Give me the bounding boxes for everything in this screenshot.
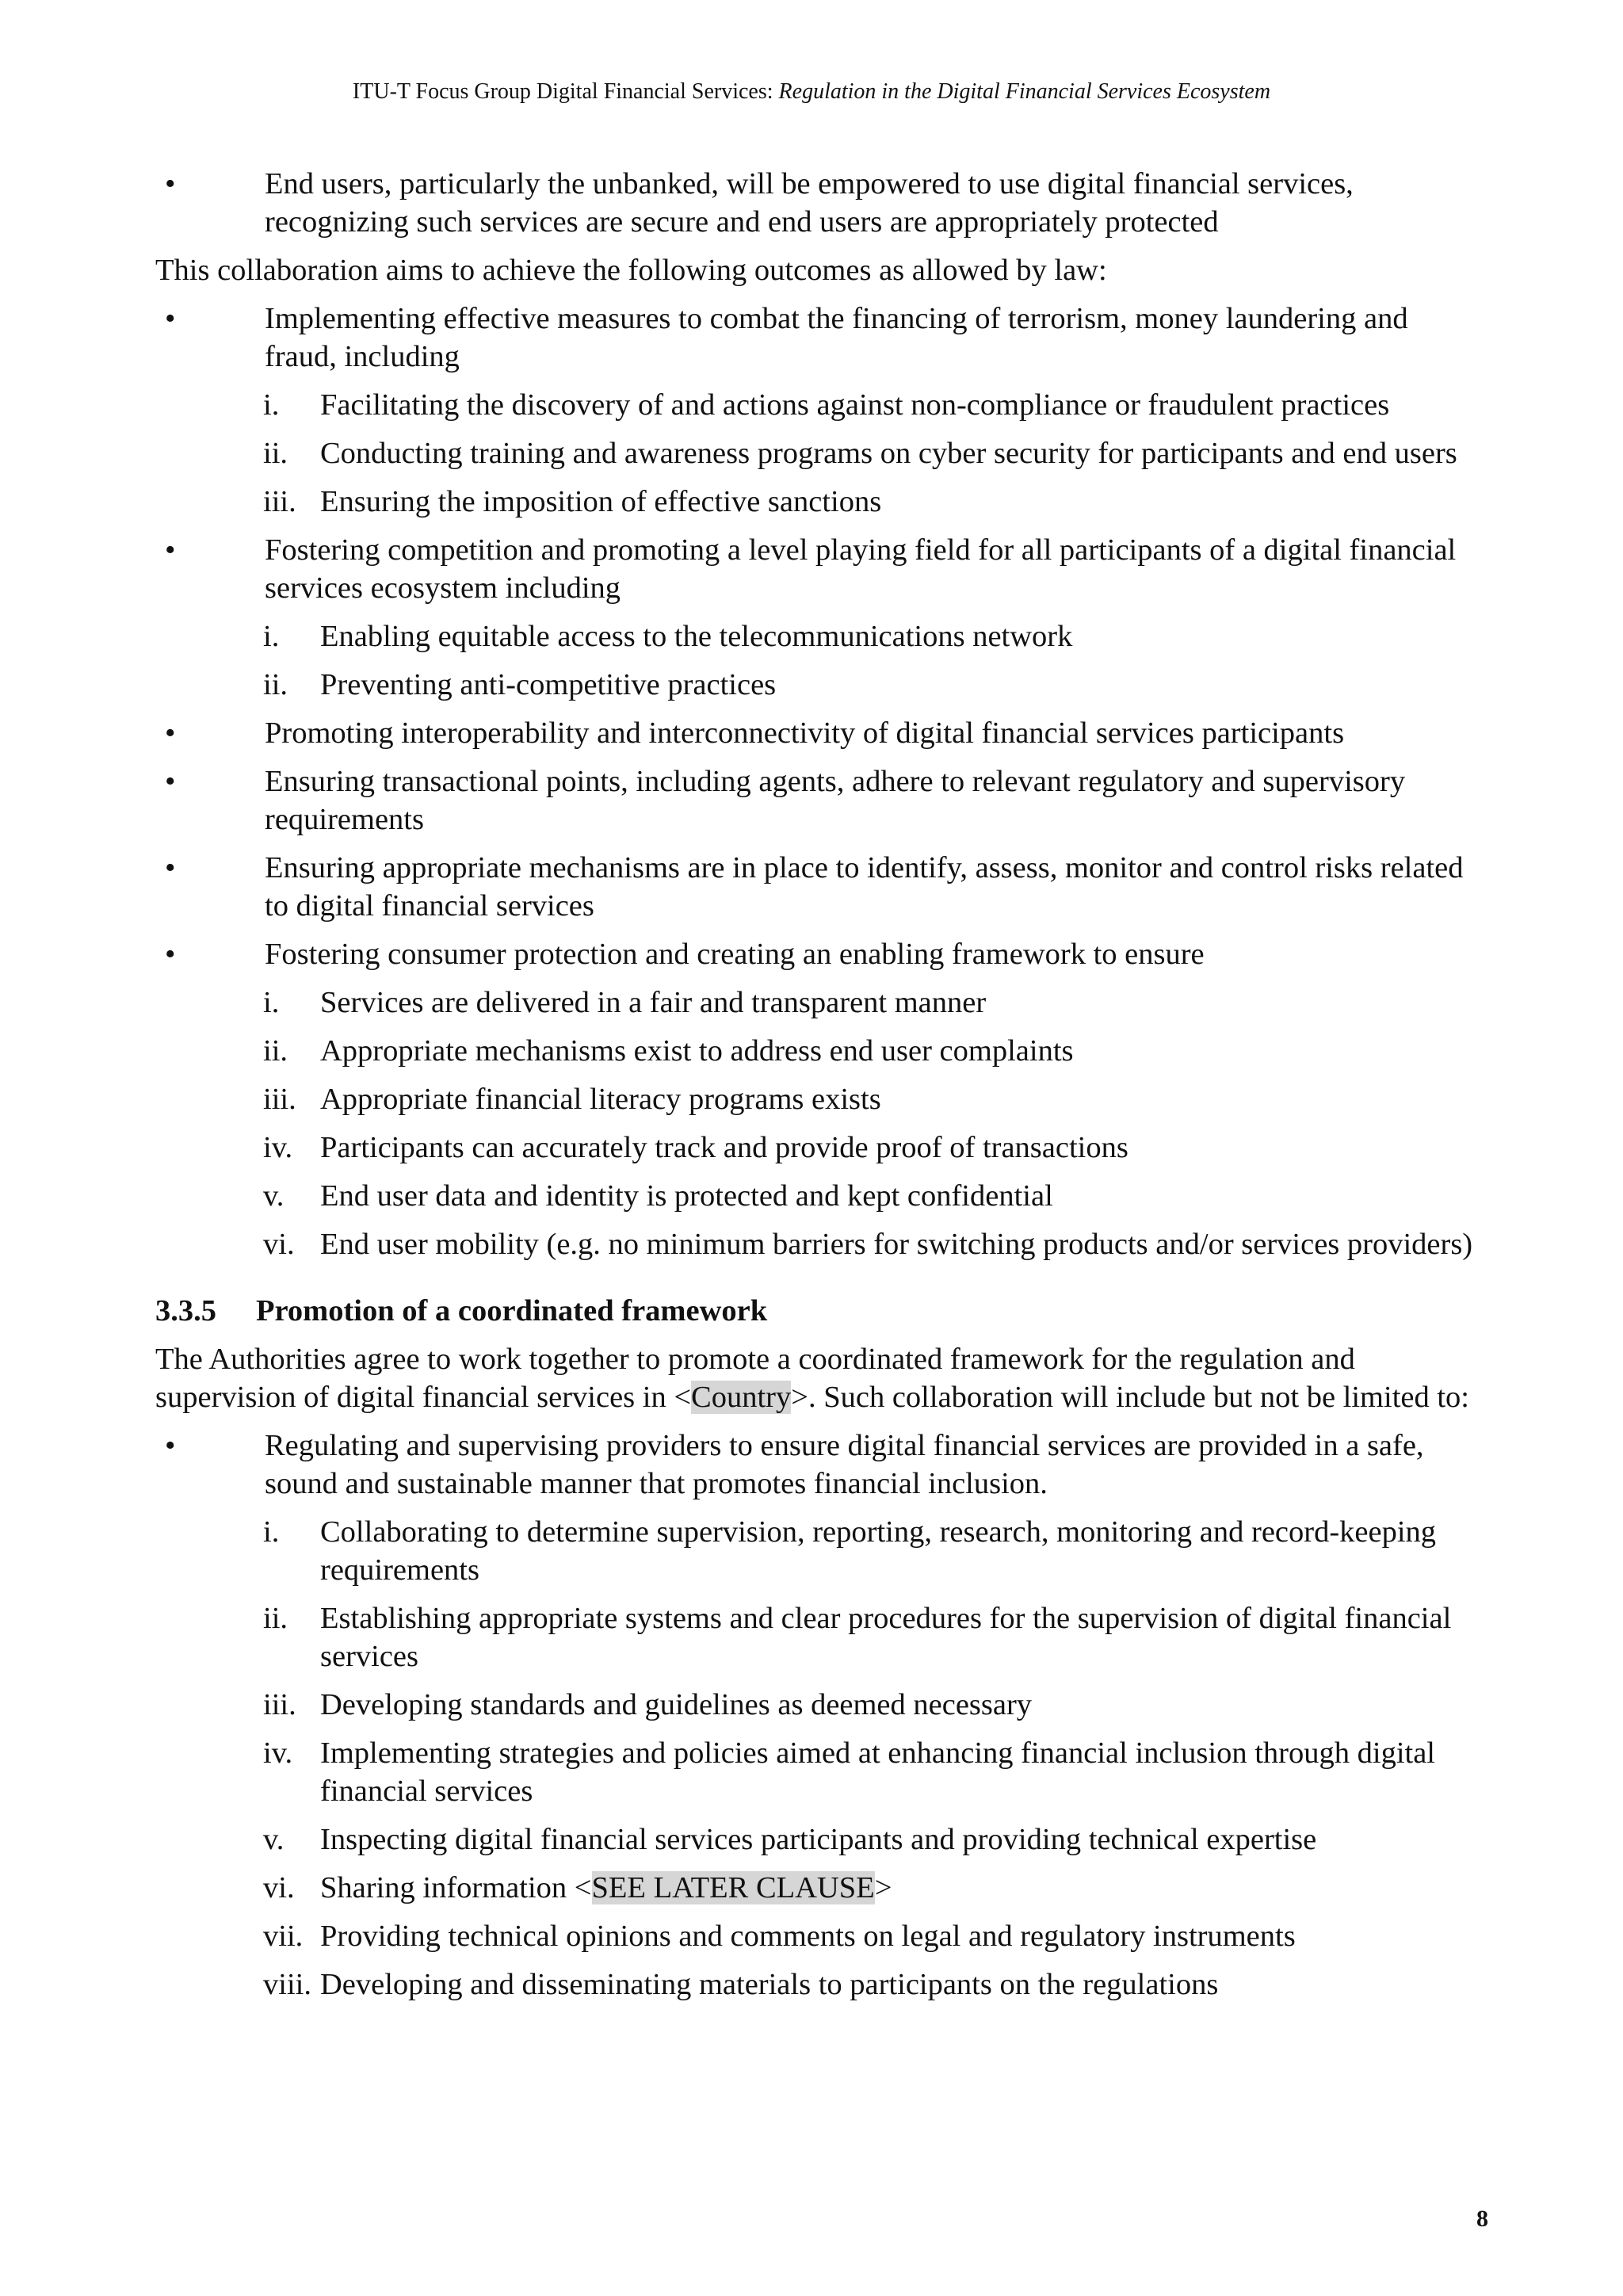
bullet-item (155, 531, 1483, 607)
sub-item (155, 434, 1483, 472)
sub-text: Developing standards and guidelines as deemed necessary (320, 1688, 1033, 1721)
sub-number: iii. (263, 1083, 296, 1116)
sub-text: Enabling equitable access to the telecommunications network (320, 620, 1073, 653)
sub-number: i. (263, 620, 280, 653)
bullet-text: Ensuring appropriate mechanisms are in place to identify, assess, monitor and control risks related to digital financial services (265, 851, 1464, 923)
sub-number: ii. (263, 668, 288, 701)
sub-number: vi. (263, 1871, 295, 1904)
sub-text: Appropriate mechanisms exist to address end user complaints (320, 1034, 1074, 1068)
sub-item (155, 1820, 1483, 1859)
bullet-mark: • (165, 1429, 176, 1462)
sub-text (320, 1871, 892, 1904)
sub-item (155, 1917, 1483, 1955)
running-header (0, 76, 1623, 108)
bullet-text: End users, particularly the unbanked, will be empowered to use digital financial services, recognizing such services are secure and end users are appropriately protected (265, 167, 1354, 239)
paragraph-text-start: The Authorities agree to work together to promote a coordinated framework for the regulation and supervision of digital financial services in < (155, 1343, 1355, 1414)
sub-number: v. (263, 1179, 285, 1213)
bullet-mark: • (165, 533, 176, 567)
sub-number: iv. (263, 1131, 293, 1164)
section-paragraph (155, 1340, 1483, 1416)
bullet-mark: • (165, 851, 176, 884)
bullet-text: Promoting interoperability and interconnectivity of digital financial services participants (265, 716, 1345, 750)
sub-text: Facilitating the discovery of and actions against non-compliance or fraudulent practices (320, 388, 1390, 422)
bullet-text: Regulating and supervising providers to ensure digital financial services are provided in a safe, sound and sustainable manner that promotes financial inclusion. (265, 1429, 1424, 1500)
sub-number: iii. (263, 1688, 296, 1721)
section-title: Promotion of a coordinated framework (256, 1294, 768, 1328)
document-body (155, 165, 1483, 2004)
sub-item (155, 617, 1483, 655)
sub-text-start: Sharing information < (320, 1871, 592, 1904)
sub-text: End user data and identity is protected and kept confidential (320, 1179, 1053, 1213)
sub-item (155, 984, 1483, 1022)
sub-number: v. (263, 1823, 285, 1856)
sub-number: vi. (263, 1228, 295, 1261)
sub-text: Collaborating to determine supervision, reporting, research, monitoring and record-keeping requirements (320, 1515, 1437, 1587)
sub-item (155, 1129, 1483, 1167)
sub-item (155, 1869, 1483, 1907)
sub-number: i. (263, 986, 280, 1019)
sub-text: Services are delivered in a fair and transparent manner (320, 986, 987, 1019)
bullet-item (155, 849, 1483, 925)
sub-number: vii. (263, 1920, 304, 1953)
bullet-text: Ensuring transactional points, including agents, adhere to relevant regulatory and supervisory requirements (265, 765, 1406, 836)
sub-number: i. (263, 388, 280, 422)
country-placeholder-highlight: Country (691, 1381, 792, 1414)
sub-number: iii. (263, 485, 296, 518)
sub-text: Participants can accurately track and provide proof of transactions (320, 1131, 1128, 1164)
sub-item (155, 666, 1483, 704)
sub-number: ii. (263, 1034, 288, 1068)
sub-item (155, 386, 1483, 424)
sub-item (155, 1225, 1483, 1263)
header-italic-title: Regulation in the Digital Financial Services Ecosystem (778, 79, 1271, 104)
bullet-mark: • (165, 167, 176, 201)
bullet-item (155, 762, 1483, 839)
sub-text: Implementing strategies and policies aimed at enhancing financial inclusion through digital financial services (320, 1736, 1435, 1808)
sub-text: Establishing appropriate systems and clear procedures for the supervision of digital financial services (320, 1602, 1452, 1673)
bullet-mark: • (165, 716, 176, 750)
sub-number: viii. (263, 1968, 311, 2001)
bullet-text: Implementing effective measures to combat the financing of terrorism, money laundering and fraud, including (265, 302, 1408, 373)
sub-number: iv. (263, 1736, 293, 1770)
header-prefix: ITU-T Focus Group Digital Financial Services: (352, 79, 779, 104)
sub-text: Preventing anti-competitive practices (320, 668, 777, 701)
sub-text: Ensuring the imposition of effective sanctions (320, 485, 882, 518)
section-number: 3.3.5 (155, 1294, 216, 1328)
sub-text: Inspecting digital financial services participants and providing technical expertise (320, 1823, 1317, 1856)
bullet-text: Fostering competition and promoting a level playing field for all participants of a digital financial services ecosystem including (265, 533, 1457, 605)
page-number: 8 (1476, 2206, 1488, 2232)
outcomes-intro: This collaboration aims to achieve the following outcomes as allowed by law: (155, 254, 1107, 287)
sub-item (155, 1686, 1483, 1724)
sub-item (155, 1080, 1483, 1118)
section-heading (155, 1292, 1483, 1330)
sub-item (155, 1177, 1483, 1215)
bullet-item (155, 935, 1483, 973)
bullet-mark: • (165, 938, 176, 971)
sub-number: i. (263, 1515, 280, 1549)
sub-text-end: > (874, 1871, 892, 1904)
sub-number: ii. (263, 437, 288, 470)
bullet-mark: • (165, 302, 176, 335)
sub-item (155, 483, 1483, 521)
sub-text: Providing technical opinions and comments on legal and regulatory instruments (320, 1920, 1296, 1953)
sub-item (155, 1734, 1483, 1810)
sub-text: Developing and disseminating materials to participants on the regulations (320, 1968, 1219, 2001)
sub-item (155, 1966, 1483, 2004)
paragraph-text-end: >. Such collaboration will include but not be limited to: (791, 1381, 1469, 1414)
bullet-mark: • (165, 765, 176, 798)
bullet-item (155, 165, 1483, 241)
bullet-item (155, 300, 1483, 376)
sub-text: End user mobility (e.g. no minimum barriers for switching products and/or services providers) (320, 1228, 1473, 1261)
sub-text: Appropriate financial literacy programs exists (320, 1083, 881, 1116)
bullet-item (155, 714, 1483, 752)
sub-item (155, 1599, 1483, 1675)
sub-item (155, 1513, 1483, 1589)
bullet-text: Fostering consumer protection and creating an enabling framework to ensure (265, 938, 1205, 971)
bullet-item (155, 1427, 1483, 1503)
clause-placeholder-highlight: SEE LATER CLAUSE (591, 1871, 875, 1904)
sub-number: ii. (263, 1602, 288, 1635)
sub-text: Conducting training and awareness programs on cyber security for participants and end users (320, 437, 1457, 470)
sub-item (155, 1032, 1483, 1070)
